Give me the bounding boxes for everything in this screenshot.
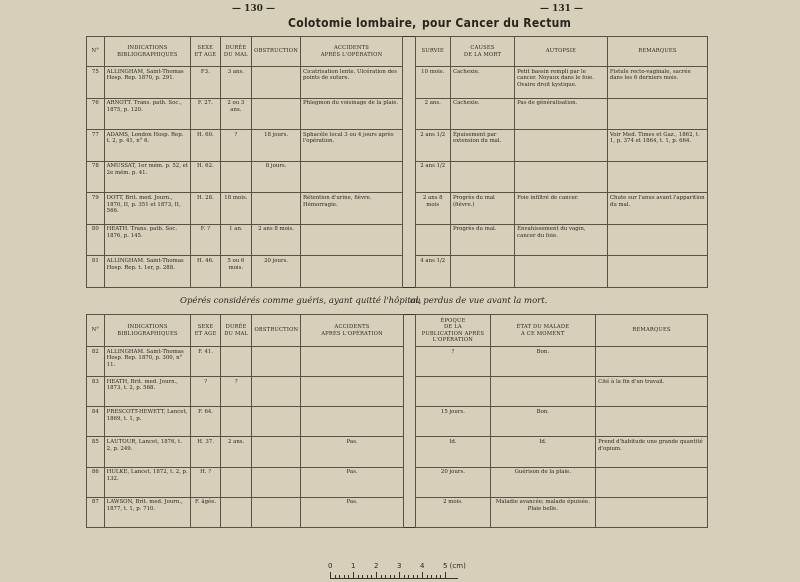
cell-accidents: Phlegmon du voisinage de la plaie. [301,98,403,130]
cell-sexe: F. 64. [191,407,220,437]
cell-accidents [301,256,403,288]
cell-accidents: Sphacèle local 3 ou 4 jours après l'opération. [301,130,403,162]
table-gutter [403,37,415,67]
cell-obstruction [252,407,301,437]
ruler-minor-tick [404,575,405,578]
cell-epoque [416,377,490,407]
cell-etat: Id. [490,437,596,467]
cell-obstruction: 18 jours. [252,130,301,162]
cell-indications: ALLINGHAM, Saint-Thomas Hosp. Rep. 1870, p. 291. [104,67,191,99]
cell-indications: HEATH, Brit. med. Journ., 1873, t. 2, p. 568. [104,377,191,407]
cell-survie: 2 ans 8 mois [415,193,450,225]
cell-etat [490,377,596,407]
ruler-label: 1 [351,562,356,570]
cell-epoque: 15 jours. [416,407,490,437]
cell-remarques [607,98,707,130]
cell-accidents [301,377,403,407]
cell-sexe: H. 62. [191,161,220,193]
cell-remarques: Voir Med. Times et Gaz., 1862, t. 1, p. 374 et 1864, t. 1, p. 664. [607,130,707,162]
table-gutter [403,377,416,407]
cell-causes: Progrès du mal. [450,224,514,256]
cell-epoque: 2 mois. [416,497,490,527]
scale-ruler [330,562,470,580]
header-survie: SURVIE [415,37,450,67]
cell-num: 83 [87,377,105,407]
ruler-minor-tick [408,575,409,578]
cell-causes: Cachexie. [450,98,514,130]
cell-indications: ALLINGHAM. Saint-Thomas Hosp. Rep. t. 1er, p. 288. [104,256,191,288]
ruler-minor-tick [348,575,349,578]
cell-indications: DOTT, Brit. med. Journ., 1870, II, p. 351 et 1873, II, 566. [104,193,191,225]
cell-survie [415,224,450,256]
ruler-minor-tick [413,575,414,578]
table-row [87,98,708,130]
table-gutter [403,347,416,377]
cell-sexe: F. 27. [191,98,220,130]
cell-autopsie: Foie infiltré de cancer. [515,193,608,225]
page-number-left: — 130 — [232,4,276,14]
table-row [87,161,708,193]
ruler-minor-tick [335,575,336,578]
ruler-minor-tick [394,575,395,578]
cell-duree [220,467,252,497]
table-gutter [403,161,415,193]
cell-obstruction: 2 ans 8 mois. [252,224,301,256]
cell-indications: HULKE, Lancet, 1872, t. 2, p. 132. [104,467,191,497]
cell-indications: LAWSON, Brit. med. Journ., 1877, t. 1, p. 710. [104,497,191,527]
cell-autopsie: Pas de généralisation. [515,98,608,130]
ruler-minor-tick [385,575,386,578]
cell-remarques [607,256,707,288]
ruler-label: 4 [420,562,425,570]
ruler-label: 0 [328,562,333,570]
cell-accidents [301,407,403,437]
cell-duree: 18 mois. [220,193,252,225]
header-autopsie: AUTOPSIE [515,37,608,67]
ruler-minor-tick [367,575,368,578]
table-gutter [403,256,415,288]
cell-indications: ALLINGHAM. Saint-Thomas Hosp. Rep. 1870, p. 300, n° 11. [104,347,191,377]
cell-accidents: Pas. [301,437,403,467]
title-right: pour Cancer du Rectum [422,16,572,30]
cell-survie: 10 mois. [415,67,450,99]
cell-obstruction [252,437,301,467]
cell-autopsie [515,161,608,193]
header-causes: CAUSES DE LA MORT [450,37,514,67]
ruler-minor-tick [436,575,437,578]
table-gutter [403,407,416,437]
cell-accidents [301,224,403,256]
cell-num: 81 [87,256,105,288]
cell-duree [220,161,252,193]
ruler-label: 5 (cm) [443,562,466,570]
cell-remarques [596,467,708,497]
cell-sexe: F3. [191,67,220,99]
header-indications: INDICATIONS BIBLIOGRAPHIQUES [104,37,191,67]
cell-accidents: Rétention d'urine, fièvre. Hémorragie. [301,193,403,225]
cell-indications: ADAMS, London Hosp. Rep. t. 2, p. 41, n° 6. [104,130,191,162]
cell-duree: ? [220,377,252,407]
cell-remarques: Prend d'habitude une grande quantité d'opium. [596,437,708,467]
table-gutter [403,224,415,256]
cell-indications: PRESCOTT-HEWETT, Lancet, 1869, t. 1, p. [104,407,191,437]
table-gutter [403,98,415,130]
cell-num: 86 [87,467,105,497]
ruler-minor-tick [440,575,441,578]
ruler-tick [353,572,354,578]
cell-obstruction [252,497,301,527]
section-caption-left: Opérés considérés comme guéris, ayant quitté l'hôpital, [180,296,422,306]
cell-autopsie [515,130,608,162]
ruler-tick [399,572,400,578]
table-gutter [403,315,416,347]
header-duree: DURÉE DU MAL [220,37,252,67]
ruler-minor-tick [381,575,382,578]
header-duree: DURÉE DU MAL [220,315,252,347]
cell-duree [220,407,252,437]
header-etat: ÉTAT DU MALADE A CE MOMENT [490,315,596,347]
cell-epoque: Id. [416,437,490,467]
cell-duree: 3 ans. [220,67,252,99]
cell-sexe: H. 28. [191,193,220,225]
cell-obstruction [252,467,301,497]
cell-remarques: Fistule recto-vaginale, sacrée dans les 6 derniers mois. [607,67,707,99]
ruler-tick [422,572,423,578]
table-gutter [403,437,416,467]
cell-survie: 4 ans 1/2 [415,256,450,288]
table-row [87,224,708,256]
table-row [87,193,708,225]
cell-accidents: Pas. [301,467,403,497]
header-remarques: REMARQUES [607,37,707,67]
ruler-minor-tick [390,575,391,578]
ruler-tick [445,572,446,578]
cell-indications: AMUSSAT, 1er mém. p. 52, et 2e mém. p. 41. [104,161,191,193]
cell-duree: 2 ans. [220,437,252,467]
cell-causes: Épuisement par extension du mal. [450,130,514,162]
cell-sexe: H. 60. [191,130,220,162]
table-row [87,407,708,437]
cell-remarques [596,407,708,437]
ruler-tick [330,572,331,578]
cell-num: 78 [87,161,105,193]
ruler-minor-tick [431,575,432,578]
table-survivors [86,314,708,528]
cell-sexe: F. ? [191,224,220,256]
cell-indications: ARNOTT. Trans. path. Soc., 1875, p. 120. [104,98,191,130]
ruler-bar [330,578,458,579]
cell-remarques [607,161,707,193]
header-accidents: ACCIDENTS APRÈS L'OPÉRATION [301,315,403,347]
cell-obstruction [252,67,301,99]
table-gutter [403,67,415,99]
cell-survie: 2 ans. [415,98,450,130]
cell-accidents: Pas. [301,497,403,527]
cell-num: 85 [87,437,105,467]
section-caption-right: ou perdus de vue avant la mort. [410,296,548,306]
header-remarques: REMARQUES [596,315,708,347]
ruler-minor-tick [344,575,345,578]
cell-survie: 2 ans 1/2 [415,130,450,162]
cell-num: 76 [87,98,105,130]
table-row [87,67,708,99]
ruler-tick [376,572,377,578]
header-num: N° [87,37,105,67]
cell-causes: Cachexie. [450,67,514,99]
cell-duree: 5 ou 6 mois. [220,256,252,288]
table-row [87,497,708,527]
ruler-minor-tick [427,575,428,578]
header-obstruction: OBSTRUCTION [252,37,301,67]
cell-accidents [301,161,403,193]
table-gutter [403,193,415,225]
cell-duree: 2 ou 3 ans. [220,98,252,130]
cell-indications: HEATH. Trans. path. Soc. 1876, p. 145. [104,224,191,256]
cell-obstruction: 8 jours. [252,161,301,193]
cell-sexe: ? [191,377,220,407]
cell-etat: Guérison de la plaie. [490,467,596,497]
cell-duree: ? [220,130,252,162]
header-indications: INDICATIONS BIBLIOGRAPHIQUES [104,315,191,347]
cell-num: 80 [87,224,105,256]
title-left: Colotomie lombaire, [288,16,417,30]
header-accidents: ACCIDENTS APRÈS L'OPÉRATION [301,37,403,67]
header-obstruction: OBSTRUCTION [252,315,301,347]
cell-etat: Bon. [490,407,596,437]
cell-indications: LAUTOUR, Lancet, 1876, t. 2, p. 249. [104,437,191,467]
cell-duree [220,497,252,527]
cell-num: 82 [87,347,105,377]
cell-remarques [596,497,708,527]
cell-epoque: ? [416,347,490,377]
cell-sexe: H. ? [191,467,220,497]
cell-num: 79 [87,193,105,225]
ruler-minor-tick [339,575,340,578]
cell-num: 77 [87,130,105,162]
cell-remarques [607,224,707,256]
cell-obstruction [252,98,301,130]
page-number-right: — 131 — [540,4,584,14]
cell-obstruction [252,347,301,377]
cell-remarques: Cité à la fin d'un travail. [596,377,708,407]
cell-accidents: Cicatrisation lente. Ulcération des points de suture. [301,67,403,99]
cell-num: 87 [87,497,105,527]
cell-autopsie: Petit bassin rempli par le cancer. Noyaux dans le foie. Ovaire droit kystique. [515,67,608,99]
cell-obstruction [252,193,301,225]
ruler-minor-tick [358,575,359,578]
table-row [87,467,708,497]
cell-sexe: H. 46. [191,256,220,288]
header-sexe: SEXE ET AGE [191,315,220,347]
table-gutter [403,130,415,162]
cell-duree: 1 an. [220,224,252,256]
table-row [87,256,708,288]
ruler-minor-tick [362,575,363,578]
cell-num: 84 [87,407,105,437]
header-num: N° [87,315,105,347]
cell-sexe: F. âgée. [191,497,220,527]
cell-causes [450,161,514,193]
ruler-label: 2 [374,562,379,570]
cell-accidents [301,347,403,377]
table-row [87,437,708,467]
cell-etat: Maladie avancée; malade épuisée. Plaie belle. [490,497,596,527]
cell-sexe: F. 41. [191,347,220,377]
cell-num: 75 [87,67,105,99]
ruler-minor-tick [371,575,372,578]
table-gutter [403,467,416,497]
ruler-minor-tick [417,575,418,578]
cell-causes: Progrès du mal (fièvre.) [450,193,514,225]
table-deceased [86,36,708,288]
cell-causes [450,256,514,288]
cell-remarques: Chute sur l'anus avant l'apparition du mal. [607,193,707,225]
table-row [87,347,708,377]
cell-autopsie [515,256,608,288]
ruler-label: 3 [397,562,402,570]
cell-epoque: 20 jours. [416,467,490,497]
cell-obstruction [252,377,301,407]
cell-etat: Bon. [490,347,596,377]
table-gutter [403,497,416,527]
cell-autopsie: Envahissement du vagin, cancer du foie. [515,224,608,256]
table-row [87,377,708,407]
table-row [87,130,708,162]
cell-obstruction: 20 jours. [252,256,301,288]
cell-remarques [596,347,708,377]
header-sexe: SEXE ET AGE [191,37,220,67]
cell-sexe: H. 37. [191,437,220,467]
cell-survie: 2 ans 1/2 [415,161,450,193]
header-epoque: ÉPOQUE DE LA PUBLICATION APRÈS L'OPÉRATION [416,315,490,347]
cell-duree [220,347,252,377]
